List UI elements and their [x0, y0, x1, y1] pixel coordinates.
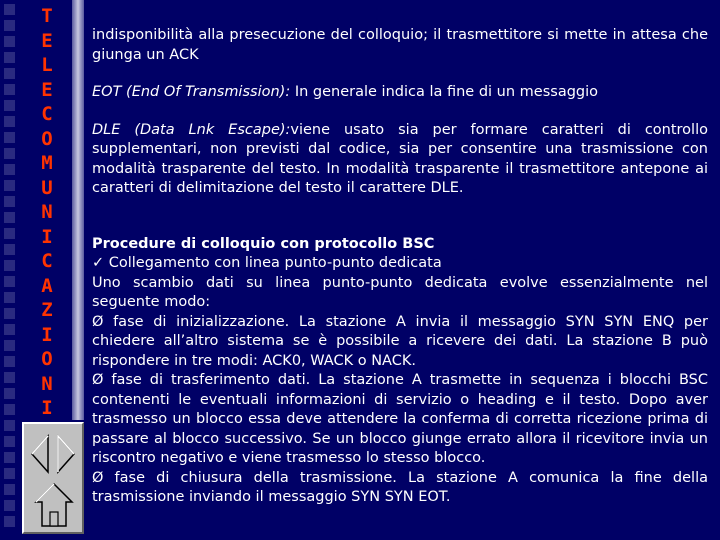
intro-paragraph: Uno scambio dati su linea punto-punto dedicata evolve essenzialmente nel seguente modo:	[92, 274, 708, 310]
title-letter: N	[41, 201, 53, 223]
home-button[interactable]	[34, 482, 74, 528]
title-letter: M	[41, 152, 53, 174]
title-letter: L	[41, 54, 53, 76]
decorative-squares	[4, 4, 18, 532]
title-letter: C	[41, 103, 53, 125]
title-letter: U	[41, 176, 53, 199]
vertical-title	[34, 4, 60, 421]
paragraph-eot	[92, 83, 708, 103]
title-letter: N	[41, 372, 53, 395]
next-slide-button[interactable]	[56, 434, 76, 474]
title-letter: I	[41, 225, 53, 248]
title-letter: O	[41, 348, 53, 370]
slide-content	[92, 26, 708, 508]
title-letter: E	[41, 29, 53, 52]
paragraph-ack: indisponibilità alla presecuzione del colloquio; il trasmettitore si mette in attesa che giunga un ACK	[92, 27, 708, 63]
title-letter: A	[41, 274, 53, 297]
paragraph-dle	[92, 121, 708, 199]
phase-data-transfer: Ø fase di trasferimento dati. La stazione A trasmette in sequenza i blocchi BSC contenenti le eventuali informazioni di servizio o heading e il testo. Dopo aver trasmesso un blocco essa deve attendere la conferma di corretta ricezione prima di passare al blocco successivo. Se un blocco giunge errato allora il ricevitore invia un riscontro negativo e viene trasmesso lo stesso blocco.	[92, 372, 708, 466]
dle-description: viene usato sia per formare caratteri di controllo supplementari, non previsti dal codice, sia per consentire una trasmissione con modalità trasparente del testo. In modalità trasparente il trasmettitore antepone ai caratteri di delimitazione del testo il carattere DLE.	[92, 121, 708, 196]
title-letter: T	[41, 5, 53, 27]
dle-term: DLE (Data Lnk Escape):	[92, 121, 291, 138]
previous-slide-button[interactable]	[30, 434, 50, 474]
eot-description: In generale indica la fine di un messaggio	[290, 84, 599, 100]
eot-term: EOT (End Of Transmission):	[92, 84, 291, 100]
section-heading: Procedure di colloquio con protocollo BSC	[92, 235, 435, 252]
title-letter: C	[41, 250, 53, 272]
phase-closing: Ø fase di chiusura della trasmissione. La stazione A comunica la fine della trasmissione inviando il messaggio SYN SYN EOT.	[92, 469, 708, 505]
title-letter: I	[41, 323, 53, 346]
triangle-right-icon	[56, 434, 76, 474]
title-letter: O	[41, 127, 53, 150]
triangle-left-icon	[30, 434, 50, 474]
title-letter: Z	[41, 299, 53, 321]
home-icon	[34, 482, 74, 528]
checked-item: ✓ Collegamento con linea punto-punto dedicata	[92, 255, 442, 271]
vertical-divider-bar	[72, 0, 84, 420]
title-letter: E	[41, 78, 53, 101]
title-letter: I	[41, 397, 53, 419]
navigation-panel	[22, 422, 84, 534]
phase-initialization: Ø fase di inizializzazione. La stazione A invia il messaggio SYN SYN ENQ per chiedere all’altro sistema se è possibile a ricevere dei dati. La stazione B può rispondere in tre modi: ACK0, WACK o NACK.	[92, 313, 708, 369]
